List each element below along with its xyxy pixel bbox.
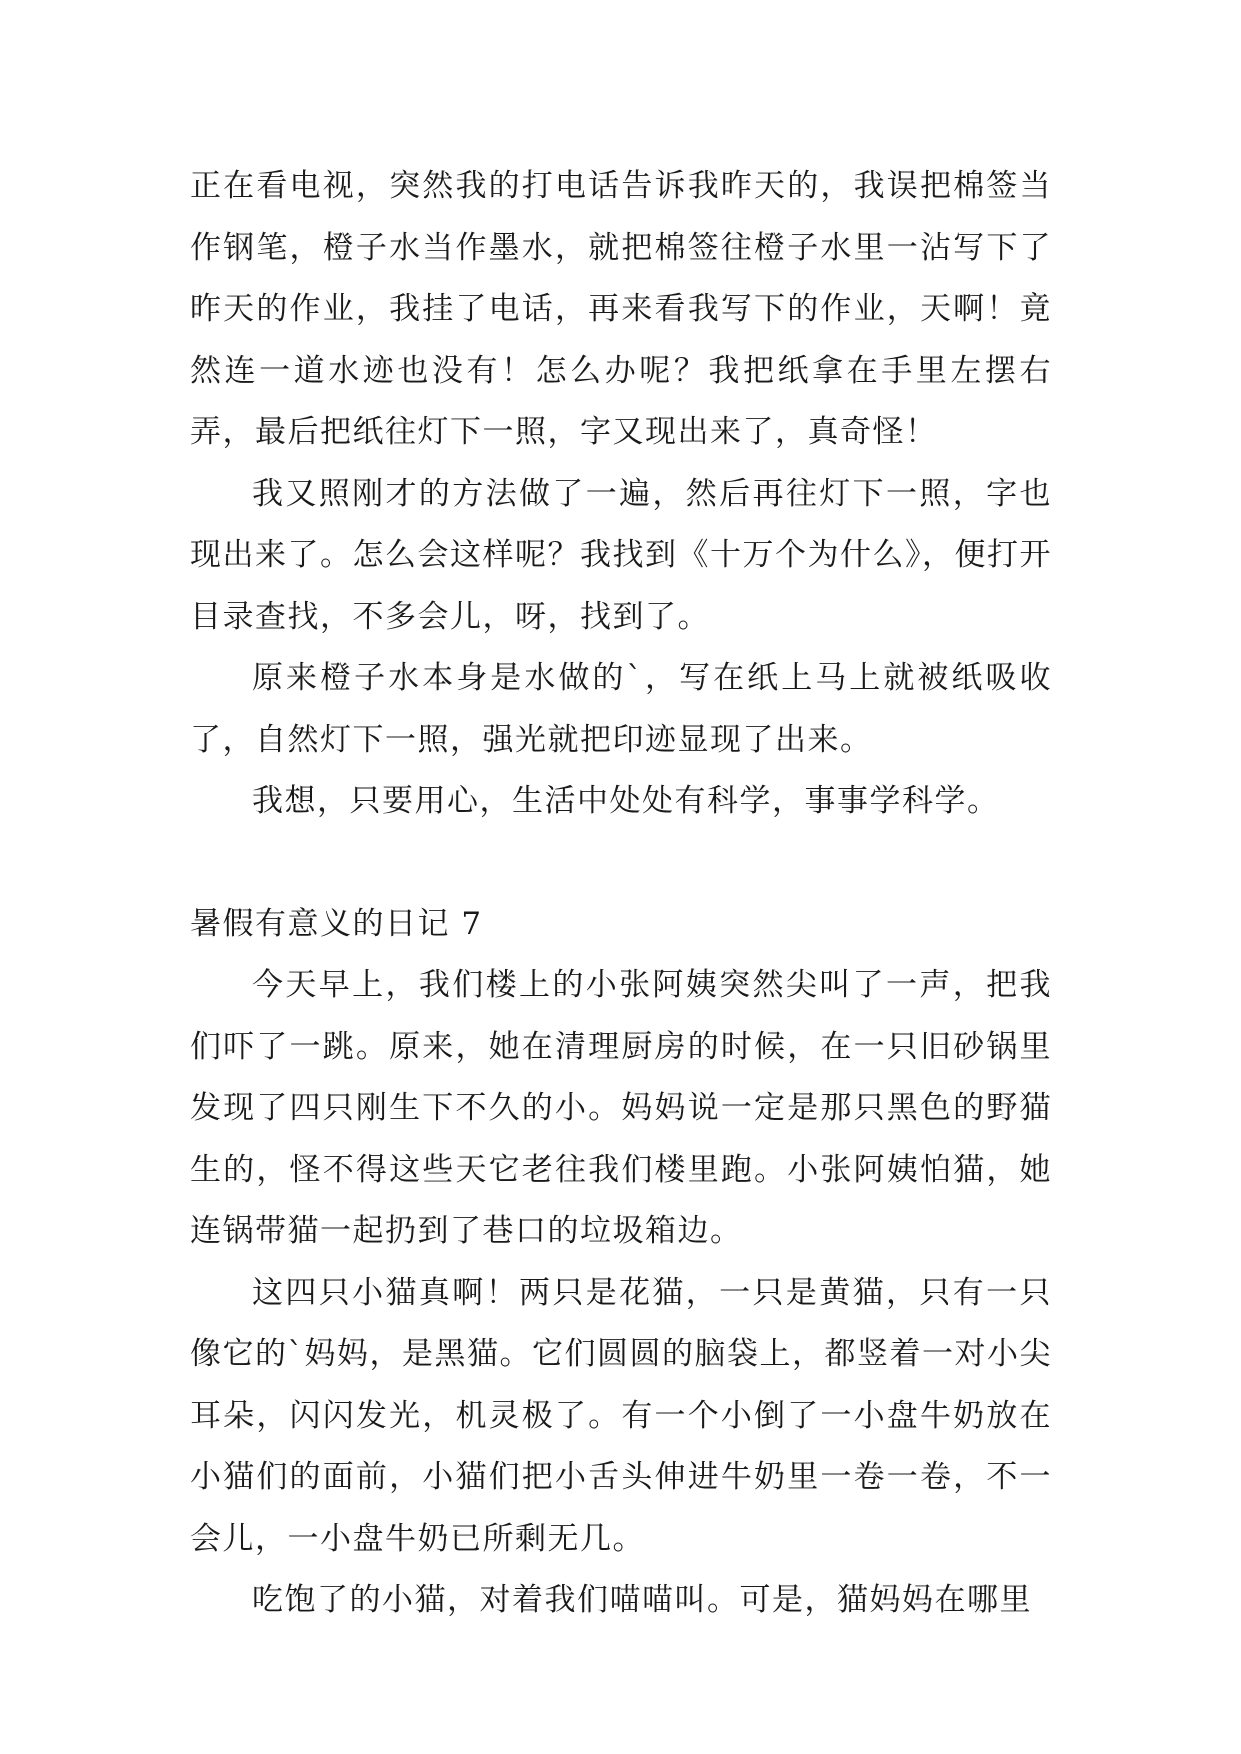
document-body [190,156,1052,1632]
paragraph: 原来橙子水本身是水做的`，写在纸上马上就被纸吸收了，自然灯下一照，强光就把印迹显现了出来。 [190,660,1052,758]
paragraph: 我又照刚才的方法做了一遍，然后再往灯下一照，字也现出来了。怎么会这样呢？我找到《十万个为什么》，便打开目录查找，不多会儿，呀，找到了。 [190,475,1052,635]
paragraph: 正在看电视，突然我的打电话告诉我昨天的，我误把棉签当作钢笔，橙子水当作墨水，就把棉签往橙子水里一沾写下了昨天的作业，我挂了电话，再来看我写下的作业，天啊！竟然连一道水迹也没有！怎么办呢？我把纸拿在手里左摆右弄，最后把纸往灯下一照，字又现出来了，真奇怪！ [190,168,1052,450]
paragraph: 今天早上，我们楼上的小张阿姨突然尖叫了一声，把我们吓了一跳。原来，她在清理厨房的时候，在一只旧砂锅里发现了四只刚生下不久的小。妈妈说一定是那只黑色的野猫生的，怪不得这些天它老往我们楼里跑。小张阿姨怕猫，她连锅带猫一起扔到了巷口的垃圾箱边。 [190,967,1052,1249]
section-title: 暑假有意义的日记 7 [190,905,483,942]
paragraph: 我想，只要用心，生活中处处有科学，事事学科学。 [252,783,1000,819]
paragraph: 吃饱了的小猫，对着我们喵喵叫。可是，猫妈妈在哪里 [252,1582,1032,1618]
paragraph: 这四只小猫真啊！两只是花猫，一只是黄猫，只有一只像它的`妈妈，是黑猫。它们圆圆的脑袋上，都竖着一对小尖耳朵，闪闪发光，机灵极了。有一个小倒了一小盘牛奶放在小猫们的面前，小猫们把小舌头伸进牛奶里一卷一卷，不一会儿，一小盘牛奶已所剩无几。 [190,1274,1052,1557]
section-gap [190,833,1052,894]
